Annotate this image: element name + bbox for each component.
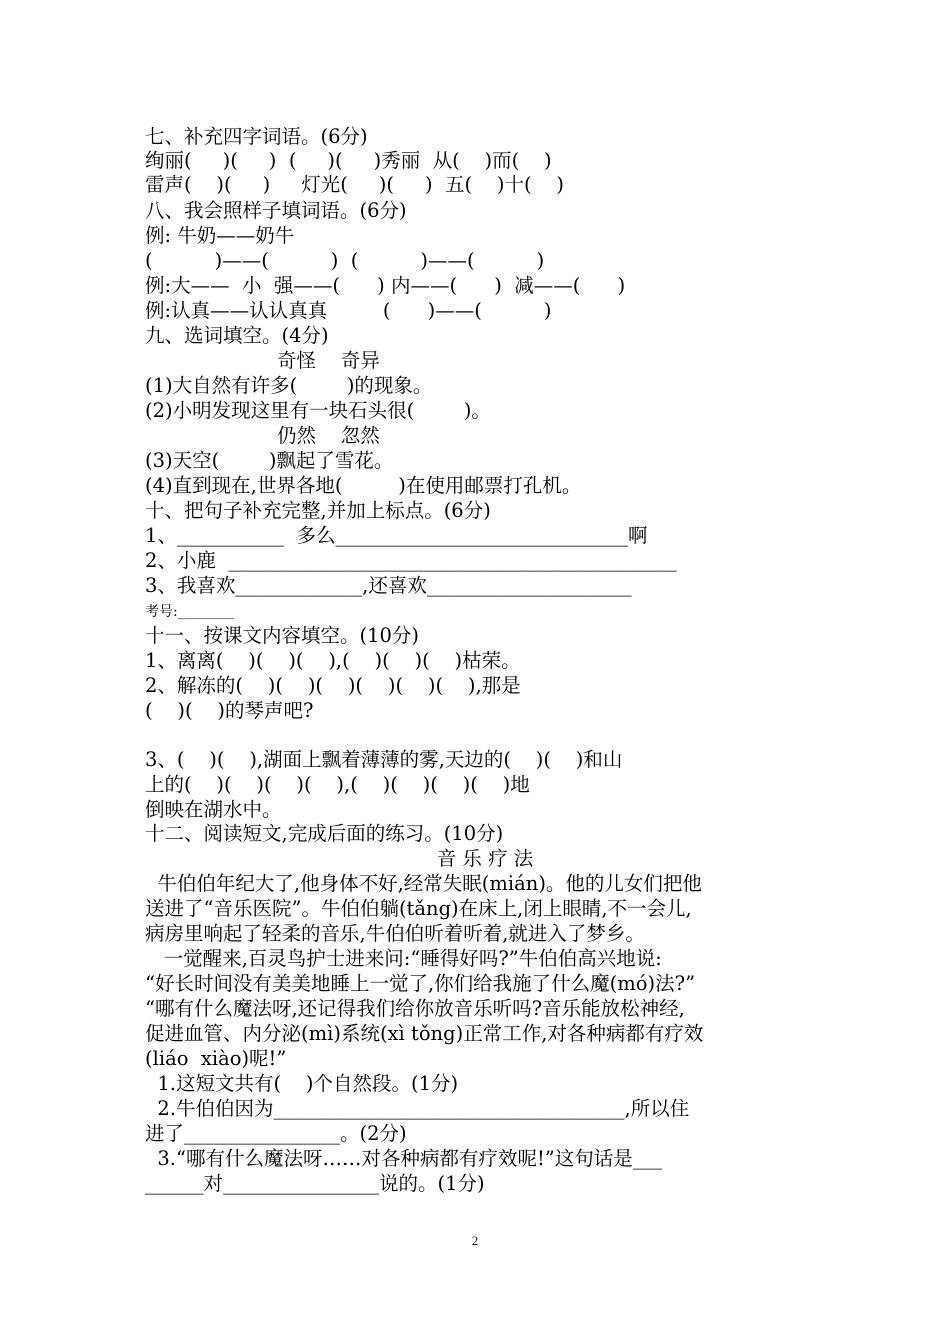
reading-q2-line2: 进了________________。(2分) xyxy=(145,1122,407,1145)
section8-example3: 例:认真——认认真真 ( )——( ) xyxy=(145,299,552,322)
section10-sentence2: 2、小鹿 ______________________________________________ xyxy=(145,549,677,572)
section9-q1: (1)大自然有许多( )的现象。 xyxy=(145,374,433,397)
section10-sentence1: 1、___________ 多么______________________________啊 xyxy=(145,524,648,547)
story-title: 音 乐 疗 法 xyxy=(436,847,534,870)
story-paragraph3-line2: 促进血管、内分泌(mì)系统(xì tǒng)正常工作,对各种病都有疗效 xyxy=(145,1022,704,1045)
section9-q3: (3)天空( )飘起了雪花。 xyxy=(145,449,394,472)
section11-q2-continued: ( )( )的琴声吧? xyxy=(145,699,314,722)
story-paragraph1-line1: 牛伯伯年纪大了,他身体不好,经常失眠(mián)。他的儿女们把他 xyxy=(145,872,702,895)
story-paragraph1-line2: 送进了“音乐医院”。牛伯伯躺(tǎng)在床上,闭上眼睛,不一会儿, xyxy=(145,897,692,920)
section9-word-choices-1: 奇怪 奇异 xyxy=(277,349,380,372)
section9-q2: (2)小明发现这里有一块石头很( )。 xyxy=(145,399,491,422)
reading-q3-line1: 3.“哪有什么魔法呀……对各种病都有疗效呢!”这句话是___ xyxy=(145,1147,663,1170)
section10-title: 十、把句子补充完整,并加上标点。(6分) xyxy=(145,499,491,522)
section12-title: 十二、阅读短文,完成后面的练习。(10分) xyxy=(145,822,504,845)
story-paragraph3-line1: “哪有什么魔法呀,还记得我们给你放音乐听吗?音乐能放松神经, xyxy=(145,997,685,1020)
story-paragraph2-line2: “好长时间没有美美地睡上一觉了,你们给我施了什么魔(mó)法?” xyxy=(145,972,696,995)
section9-title: 九、选词填空。(4分) xyxy=(145,324,329,347)
section9-q4: (4)直到现在,世界各地( )在使用邮票打孔机。 xyxy=(145,474,582,497)
section11-q1: 1、离离( )( )( ),( )( )( )枯荣。 xyxy=(145,649,521,672)
section8-example1: 例: 牛奶——奶牛 xyxy=(145,224,295,247)
story-paragraph2-line1: 一觉醒来,百灵鸟护士进来问:“睡得好吗?”牛伯伯高兴地说: xyxy=(145,947,662,970)
page-number: 2 xyxy=(471,1233,479,1248)
section11-q2: 2、解冻的( )( )( )( )( )( ),那是 xyxy=(145,674,521,697)
section7-row1: 绚丽( )( ) ( )( )秀丽 从( )而( ) xyxy=(145,149,552,172)
reading-q2-line1: 2.牛伯伯因为____________________________________,所以住 xyxy=(145,1097,690,1120)
section7-title: 七、补充四字词语。(6分) xyxy=(145,125,368,148)
story-paragraph1-line3: 病房里响起了轻柔的音乐,牛伯伯听着听着,就进入了梦乡。 xyxy=(145,922,645,945)
reading-q3-line2: ______对________________说的。(1分) xyxy=(145,1172,485,1195)
section9-word-choices-2: 仍然 忽然 xyxy=(277,424,380,447)
reading-q1: 1.这短文共有( )个自然段。(1分) xyxy=(145,1072,459,1095)
section11-q3-line2: 上的( )( )( )( ),( )( )( )( )地 xyxy=(145,773,530,796)
section11-q3-line1: 3、( )( ),湖面上飘着薄薄的雾,天边的( )( )和山 xyxy=(145,748,623,771)
section10-sentence3: 3、我喜欢_____________,还喜欢_____________________ xyxy=(145,574,632,597)
section7-row2: 雷声( )( ) 灯光( )( ) 五( )十( ) xyxy=(145,173,565,196)
section11-q3-line3: 倒映在湖水中。 xyxy=(145,798,282,821)
section8-example2: 例:大—— 小 强——( ) 内——( ) 减——( ) xyxy=(145,274,626,297)
section8-blank1: ( )——( ) ( )——( ) xyxy=(145,249,545,272)
exam-number-field: 考号:________ xyxy=(145,604,234,620)
section8-title: 八、我会照样子填词语。(6分) xyxy=(145,199,407,222)
story-paragraph3-line3: (liáo xiào)呢!” xyxy=(145,1047,287,1070)
section11-title: 十一、按课文内容填空。(10分) xyxy=(145,624,420,647)
